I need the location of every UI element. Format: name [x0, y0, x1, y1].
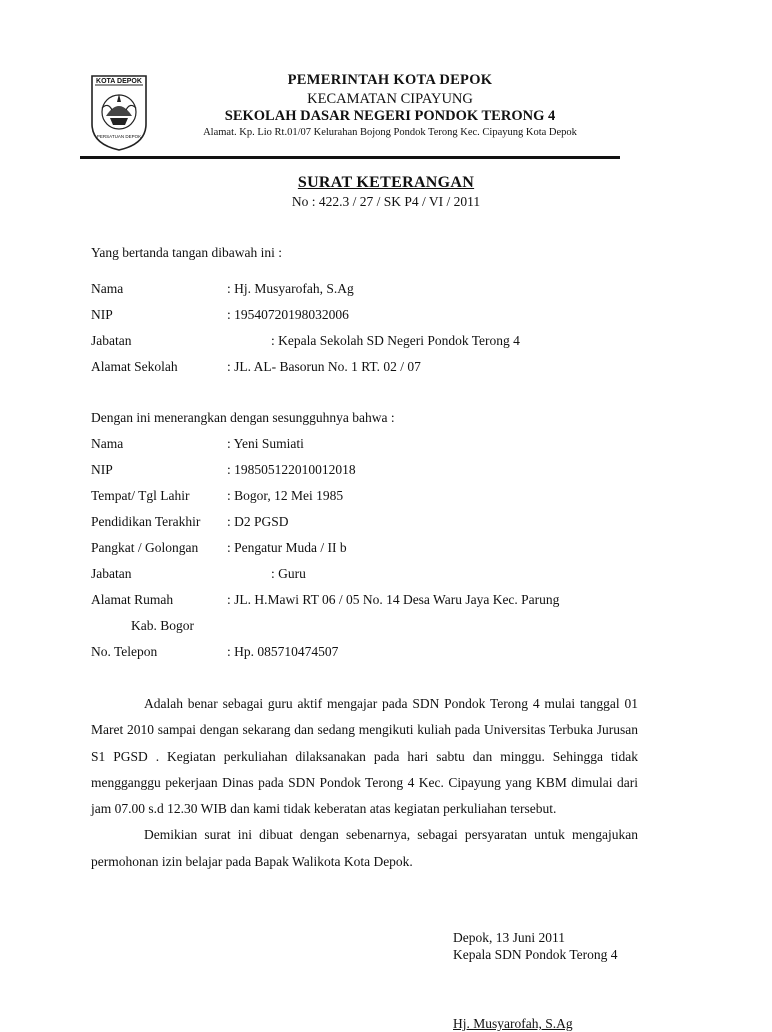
- logo-motto: PERSATUAN DEPOK: [96, 134, 142, 139]
- subject-position-label: Jabatan: [91, 566, 132, 581]
- header-government: PEMERINTAH KOTA DEPOK: [287, 72, 493, 88]
- subject-phone-label: No. Telepon: [91, 644, 158, 659]
- signer-position-value: : Kepala Sekolah SD Negeri Pondok Terong 4: [271, 333, 520, 348]
- signer-name-value: : Hj. Musyarofah, S.Ag: [227, 281, 354, 296]
- header-divider: [80, 156, 620, 159]
- subject-name-value: : Yeni Sumiati: [227, 436, 304, 451]
- signer-address-value: : JL. AL- Basorun No. 1 RT. 02 / 07: [227, 359, 421, 374]
- signature-title: Kepala SDN Pondok Terong 4: [453, 947, 618, 962]
- header-district: KECAMATAN CIPAYUNG: [307, 91, 473, 107]
- header-address: Alamat. Kp. Lio Rt.01/07 Kelurahan Bojong Pondok Terong Kec. Cipayung Kota Depok: [203, 127, 577, 138]
- document-title: SURAT KETERANGAN: [297, 174, 475, 191]
- body-paragraph-1: Adalah benar sebagai guru aktif mengajar pada SDN Pondok Terong 4 mulai tanggal 01 Maret 2010 sampai dengan sekarang dan sedang mengikuti kuliah pada Universitas Terbuka Jurusan S1 PGSD . Kegiatan perkuliahan dilaksanakan pada hari sabtu dan minggu. Sehingga tidak mengganggu pekerjaan Dinas pada SDN Pondok Terong 4 Kec. Cipayung yang KBM dimulai dari jam 07.00 s.d 12.30 WIB dan kami tidak keberatan atas kegiatan perkuliahan tersebut.: [91, 696, 638, 817]
- intro2-text: Dengan ini menerangkan dengan sesungguhnya bahwa :: [91, 410, 395, 425]
- subject-birth-value: : Bogor, 12 Mei 1985: [227, 488, 344, 503]
- subject-rank-label: Pangkat / Golongan: [91, 540, 199, 555]
- signature-place-date: Depok, 13 Juni 2011: [453, 930, 565, 945]
- signer-address-label: Alamat Sekolah: [91, 359, 178, 374]
- city-emblem-icon: [88, 72, 150, 152]
- logo-text: KOTA DEPOK: [96, 78, 142, 85]
- subject-nip-value: : 198505122010012018: [227, 462, 356, 477]
- signer-nip-value: : 19540720198032006: [227, 307, 349, 322]
- subject-home-continuation: Kab. Bogor: [131, 618, 194, 633]
- subject-birth-label: Tempat/ Tgl Lahir: [91, 488, 190, 503]
- subject-education-value: : D2 PGSD: [227, 514, 289, 529]
- header-school: SEKOLAH DASAR NEGERI PONDOK TERONG 4: [224, 108, 556, 124]
- signer-nip-label: NIP: [91, 307, 113, 322]
- subject-home-label: Alamat Rumah: [91, 592, 174, 607]
- subject-rank-value: : Pengatur Muda / II b: [227, 540, 347, 555]
- subject-position-value: : Guru: [271, 566, 306, 581]
- subject-name-label: Nama: [91, 436, 124, 451]
- subject-nip-label: NIP: [91, 462, 113, 477]
- signer-name-label: Nama: [91, 281, 124, 296]
- body-paragraph-2: Demikian surat ini dibuat dengan sebenarnya, sebagai persyaratan untuk mengajukan permohonan izin belajar pada Bapak Walikota Kota Depok.: [91, 827, 638, 869]
- subject-education-label: Pendidikan Terakhir: [91, 514, 201, 529]
- signer-position-label: Jabatan: [91, 333, 132, 348]
- body-text: [91, 691, 638, 875]
- document-number: No : 422.3 / 27 / SK P4 / VI / 2011: [291, 194, 481, 209]
- intro-text: Yang bertanda tangan dibawah ini :: [91, 245, 282, 260]
- signature-name: Hj. Musyarofah, S.Ag: [453, 1016, 573, 1031]
- subject-phone-value: : Hp. 085710474507: [227, 644, 339, 659]
- subject-home-value: : JL. H.Mawi RT 06 / 05 No. 14 Desa Waru Jaya Kec. Parung: [227, 592, 560, 607]
